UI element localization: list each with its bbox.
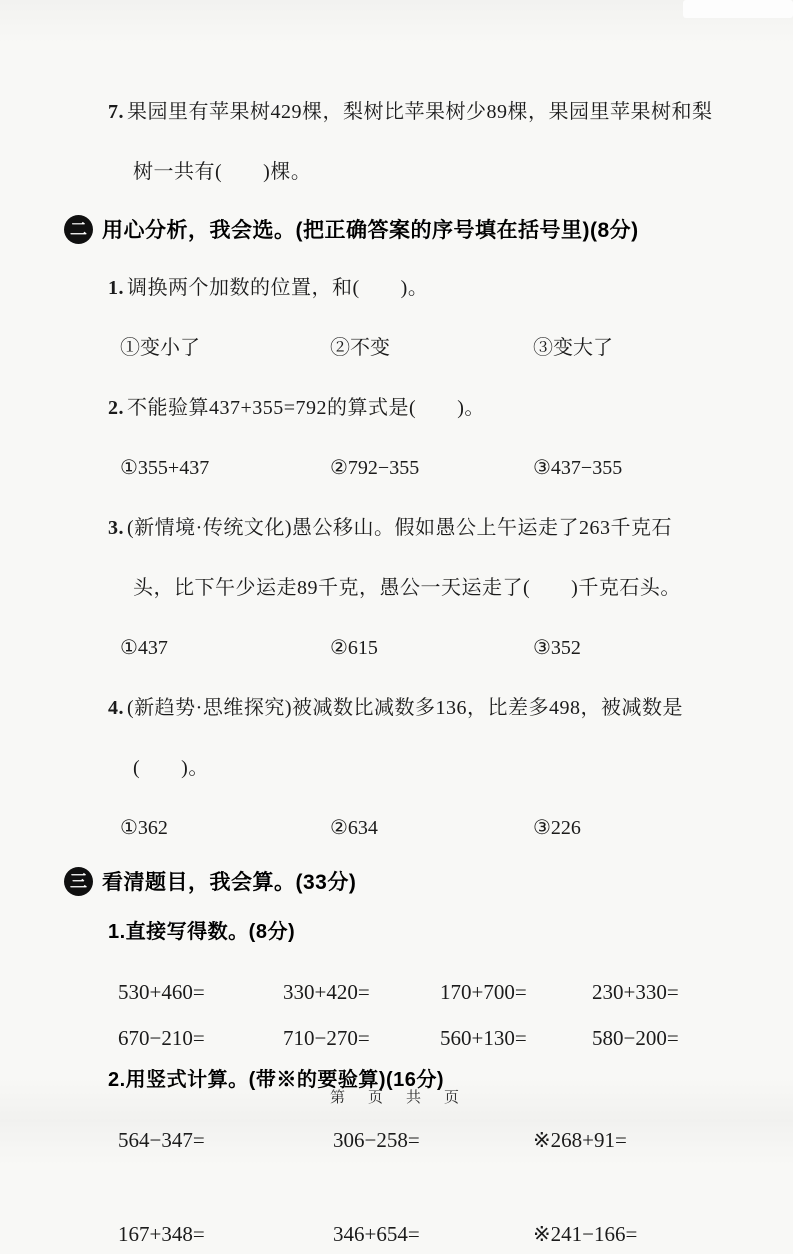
- options-row: [120, 628, 793, 668]
- question-7-line-2: 树一共有( )棵。: [133, 161, 312, 183]
- question-number: 2.: [108, 397, 124, 419]
- scan-artifact: [683, 0, 793, 18]
- option-3: ③352: [533, 637, 581, 659]
- option-1: ①变小了: [120, 337, 200, 359]
- equation: 564−347=: [118, 1128, 205, 1152]
- question-text: 不能验算437+355=792的算式是( )。: [127, 397, 485, 419]
- section-three-header: [64, 864, 793, 898]
- equation: 710−270=: [283, 1026, 370, 1050]
- equation: 230+330=: [592, 980, 679, 1004]
- equation: 670−210=: [118, 1026, 205, 1050]
- question-line-2: ( )。: [133, 757, 209, 779]
- section-three-badge-icon: 三: [64, 867, 93, 896]
- equation: 530+460=: [118, 980, 205, 1004]
- option-2: ②不变: [330, 337, 390, 359]
- equation: 167+348=: [118, 1222, 205, 1246]
- oral-calc-row-2: [118, 1018, 793, 1058]
- section-three-part-1: [0, 912, 793, 1058]
- question-7: [0, 92, 793, 192]
- options-row: [120, 808, 793, 848]
- question-line-1: [108, 508, 793, 548]
- equation: 580−200=: [592, 1026, 679, 1050]
- page-footer: 第 页 共 页: [329, 1090, 463, 1106]
- section-two-question-1: [0, 268, 793, 368]
- option-1: ①355+437: [120, 457, 210, 479]
- equation: 560+130=: [440, 1026, 527, 1050]
- option-1: ①362: [120, 817, 168, 839]
- section-three-title: 看清题目，我会算。(33分): [102, 871, 357, 894]
- question-number: 1.: [108, 277, 124, 299]
- part-2-label: 2.用竖式计算。(带※的要验算)(16分): [108, 1069, 445, 1091]
- options-row: [120, 328, 793, 368]
- option-3: ③变大了: [533, 337, 613, 359]
- section-two-badge-icon: 二: [64, 215, 93, 244]
- question-text: 果园里有苹果树429棵，梨树比苹果树少89棵，果园里苹果树和梨: [127, 101, 713, 123]
- section-two-title: 用心分析，我会选。(把正确答案的序号填在括号里)(8分): [102, 219, 639, 242]
- option-3: ③437−355: [533, 457, 623, 479]
- option-1: ①437: [120, 637, 168, 659]
- part-1-label: 1.直接写得数。(8分): [108, 921, 296, 943]
- question-number: 4.: [108, 697, 124, 719]
- oral-calc-row-1: [118, 972, 793, 1012]
- equation: 306−258=: [333, 1128, 420, 1152]
- question-7-line-1: [108, 92, 793, 132]
- section-two-header: [64, 212, 793, 246]
- question-text: (新情境·传统文化)愚公移山。假如愚公上午运走了263千克石: [127, 517, 672, 539]
- section-two-question-2: [0, 388, 793, 488]
- equation: 346+654=: [333, 1222, 420, 1246]
- column-calc-row-1: [118, 1120, 793, 1160]
- question-line-2: 头，比下午少运走89千克，愚公一天运走了( )千克石头。: [133, 577, 681, 599]
- question-line: [108, 268, 793, 308]
- option-2: ②634: [330, 817, 378, 839]
- option-2: ②615: [330, 637, 378, 659]
- question-line-1: [108, 688, 793, 728]
- question-text: 调换两个加数的位置，和( )。: [127, 277, 429, 299]
- question-line: [108, 388, 793, 428]
- equation: 330+420=: [283, 980, 370, 1004]
- question-number: 3.: [108, 517, 124, 539]
- option-2: ②792−355: [330, 457, 420, 479]
- column-calc-row-2: [118, 1214, 793, 1254]
- equation: ※241−166=: [533, 1222, 638, 1246]
- equation: 170+700=: [440, 980, 527, 1004]
- option-3: ③226: [533, 817, 581, 839]
- equation: ※268+91=: [533, 1128, 627, 1152]
- section-two-question-4: [0, 688, 793, 848]
- question-number: 7.: [108, 101, 124, 123]
- options-row: [120, 448, 793, 488]
- question-text: (新趋势·思维探究)被减数比减数多136，比差多498，被减数是: [127, 697, 683, 719]
- section-two-question-3: [0, 508, 793, 668]
